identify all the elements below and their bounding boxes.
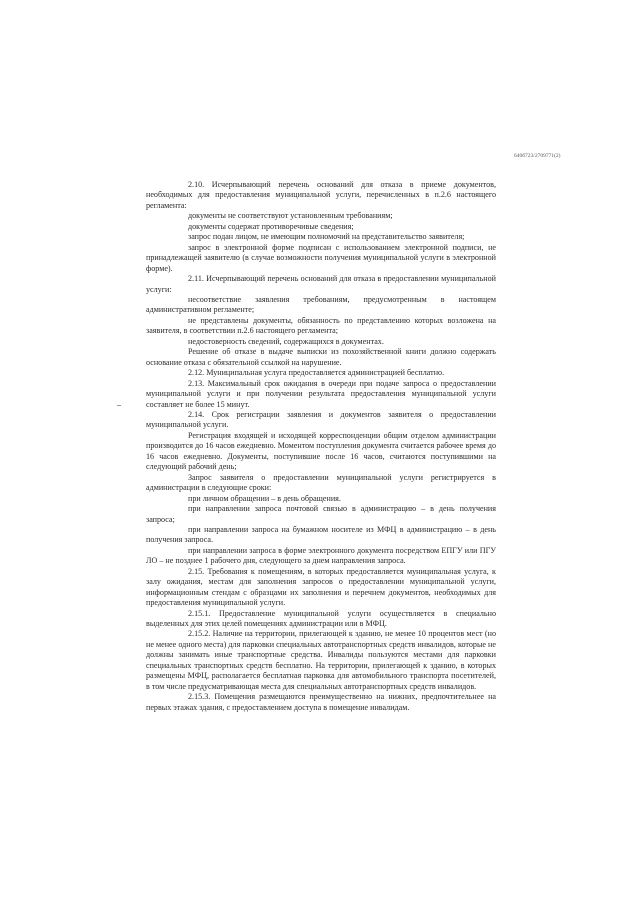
paragraph-2-10: 2.10. Исчерпывающий перечень оснований для отказа в приеме документов, необходимых для предоставления муниципальной услуги, перечисленных в п.2.6 настоящего регламента: [146, 180, 496, 210]
document-body [146, 180, 496, 713]
list-item: не представлены документы, обязанность по представлению которых возложена на заявителя, в соответствии п.2.6 настоящего регламента; [146, 315, 496, 336]
paragraph-registration: Регистрация входящей и исходящей корреспонденции общим отделом администрации производится до 16 часов ежедневно. Моментом поступления документа считается рабочее время до 16 часов ежедневно. Документы, поступившие после 16 часов, считаются поступившими на следующий рабочий день; [146, 430, 496, 472]
list-item: несоответствие заявления требованиям, предусмотренным в настоящем административном регламенте; [146, 294, 496, 315]
list-item: запрос подан лицом, не имеющим полномочий на представительство заявителя; [188, 232, 465, 242]
list-item: при направлении запроса почтовой связью в администрацию – в день получения запроса; [146, 504, 496, 524]
list-item: при направлении запроса в форме электронного документа посредством ЕПГУ или ПГУ ЛО – не позднее 1 рабочего дня, следующего за днем направления запроса. [146, 545, 496, 566]
list-item: запрос в электронной форме подписан с использованием электронной подписи, не принадлежащей заявителю (в случае возможности получения муниципальной услуги в электронной форме). [146, 242, 496, 273]
paragraph-2-15: 2.15. Требования к помещениям, в которых предоставляется муниципальная услуга, к залу ожидания, местам для заполнения запросов о предоставлении муниципальной услуги, информационным стендам с образцами их заполнения и перечнем документов, необходимых для предоставления муниципальной услуги. [146, 566, 496, 608]
paragraph-2-15-2: 2.15.2. Наличие на территории, прилегающей к зданию, не менее 10 процентов мест (но не менее одного места) для парковки специальных автотранспортных средств инвалидов, которые не должны занимать иные транспортные средства. Инвалиды пользуются местами для парковки специальных транспортных средств бесплатно. На территории, прилегающей к зданию, в которых размещены МФЦ, располагается бесплатная парковка для автомобильного транспорта посетителей, в том числе предусматривающая места для специальных автотранспортных средств инвалидов. [146, 629, 496, 691]
paragraph-2-13: 2.13. Максимальный срок ожидания в очереди при подаче запроса о предоставлении муниципальной услуги и при получении результата предоставления муниципальной услуги составляет не более 15 минут. [146, 378, 496, 409]
paragraph-2-11: 2.11. Исчерпывающий перечень оснований для отказа в предоставлении муниципальной услуги: [146, 274, 496, 294]
paragraph-2-15-1: 2.15.1. Предоставление муниципальной услуги осуществляется в специально выделенных для этих целей помещениях администрации или в МФЦ. [146, 608, 496, 629]
document-id: 640б723/2709771(2) [514, 153, 561, 159]
list-item: документы содержат противоречивые сведения; [188, 221, 354, 231]
list-item: документы не соответствуют установленным требованиям; [188, 211, 393, 221]
paragraph-refusal: Решение об отказе в выдаче выписки из похозяйственной книги должно содержать основание отказа с обязательной ссылкой на нарушение. [146, 347, 496, 367]
list-item: недостоверность сведений, содержащихся в документах. [188, 336, 384, 346]
paragraph-request: Запрос заявителя о предоставлении муниципальной услуги регистрируется в администрации в следующие сроки: [146, 472, 496, 493]
margin-mark [117, 405, 121, 406]
list-item: при направлении запроса на бумажном носителе из МФЦ в администрацию – в день получения запроса. [146, 524, 496, 545]
list-item: при личном обращении – в день обращения. [188, 493, 341, 503]
paragraph-2-14: 2.14. Срок регистрации заявления и документов заявителя о предоставлении муниципальной услуги. [146, 409, 496, 430]
paragraph-2-15-3: 2.15.3. Помещения размещаются преимущественно на нижних, предпочтительнее на первых этажах здания, с предоставлением доступа в помещение инвалидам. [146, 692, 496, 712]
paragraph-2-12: 2.12. Муниципальная услуга предоставляется администрацией бесплатно. [188, 368, 445, 378]
